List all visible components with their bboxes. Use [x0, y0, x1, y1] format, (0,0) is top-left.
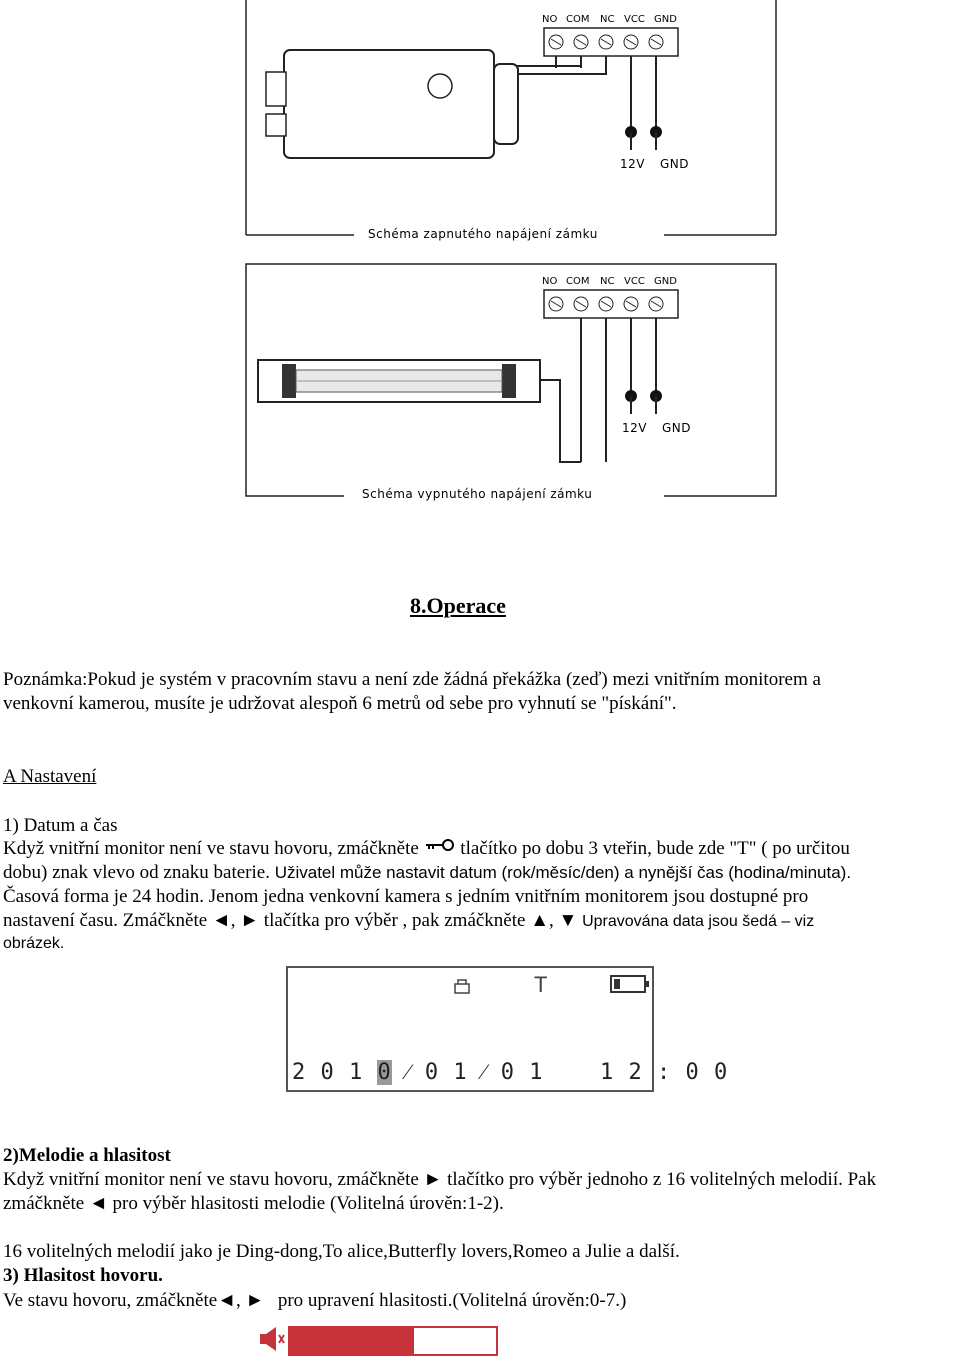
- electric-strike-lock: [266, 50, 518, 158]
- right-arrow-icon: ►: [245, 1290, 265, 1311]
- text-segment: ,: [549, 910, 554, 931]
- terminal-labels: [542, 276, 677, 287]
- lcd-time: 1 2 : 0 0: [600, 1060, 729, 1085]
- text-segment: Když vnitřní monitor není ve stavu hovoru, zmáčkněte: [3, 838, 419, 859]
- power-label-gnd: GND: [660, 157, 690, 171]
- note-line-1: Poznámka:Pokud je systém v pracovním stavu a není zde žádná překážka (zeď) mezi vnitřním monitorem a: [3, 669, 821, 690]
- diagram-caption: Schéma vypnutého napájení zámku: [362, 487, 593, 501]
- melody-text-1: [3, 1168, 876, 1192]
- left-arrow-icon: ◄: [217, 1290, 237, 1311]
- lcd-year-highlight: 0: [377, 1060, 392, 1085]
- power-label-12v: 12V: [622, 421, 647, 435]
- text-segment: pro upravení hlasitosti.(Volitelná úrověn:0-7.): [277, 1290, 627, 1311]
- text-segment: tlačítko pro výběr jednoho z 16 volitelných melodií. Pak: [447, 1169, 877, 1190]
- terminal-labels: [542, 14, 677, 25]
- terminal-label: COM: [566, 14, 590, 25]
- terminal-label: COM: [566, 276, 590, 287]
- text-segment: Upravována data jsou šedá – viz: [582, 913, 815, 930]
- section-title: 8.Operace: [410, 593, 506, 618]
- terminal-label: NC: [600, 14, 615, 25]
- melody-heading: 2)Melodie a hlasitost: [3, 1145, 171, 1166]
- terminal-label: GND: [654, 276, 677, 287]
- terminal-label: GND: [654, 14, 677, 25]
- datetime-text-1: [3, 837, 850, 861]
- call-volume-heading: 3) Hlasitost hovoru.: [3, 1265, 163, 1286]
- text-segment: Když vnitřní monitor není ve stavu hovoru, zmáčkněte: [3, 1169, 419, 1190]
- call-volume-text: [3, 1289, 626, 1313]
- battery-icon: [610, 974, 650, 994]
- datetime-text-3: Časová forma je 24 hodin. Jenom jedna venkovní kamera s jedním vnitřním monitorem jsou dostupné pro: [3, 886, 809, 907]
- melody-text-3: 16 volitelných melodií jako je Ding-dong,To alice,Butterfly lovers,Romeo a Julie a další.: [3, 1241, 680, 1262]
- datetime-text-5: obrázek.: [3, 935, 65, 952]
- lcd-year-prefix: 2 0 1: [292, 1060, 364, 1085]
- lcd-date-rest: ⁄ 0 1 ⁄ 0 1: [405, 1060, 544, 1085]
- lcd-screen: [286, 966, 729, 1092]
- diagram-caption: Schéma zapnutého napájení zámku: [368, 227, 598, 241]
- text-segment: pro výběr hlasitosti melodie (Volitelná úrověn:1-2).: [112, 1193, 504, 1214]
- right-arrow-icon: ►: [423, 1169, 443, 1190]
- terminal-label: VCC: [624, 276, 645, 287]
- terminal-label: NO: [542, 276, 558, 287]
- wiring-diagram-lock-power-off: [244, 262, 780, 504]
- left-arrow-icon: ◄: [88, 1193, 108, 1214]
- text-segment: dobu) znak vlevo od znaku baterie.: [3, 862, 270, 883]
- door-icon: [452, 976, 472, 996]
- datetime-text-4: [3, 909, 814, 934]
- down-arrow-icon: ▼: [558, 910, 578, 931]
- power-label-gnd: GND: [662, 421, 692, 435]
- call-volume-level-fill: [290, 1328, 414, 1354]
- melody-text-2: [3, 1192, 504, 1216]
- terminal-label: VCC: [624, 14, 645, 25]
- speaker-icon: [258, 1324, 286, 1354]
- lcd-date-time: [292, 1059, 728, 1085]
- text-segment: Uživatel může nastavit datum (rok/měsíc/den) a nynější čas (hodina/minuta).: [269, 863, 852, 882]
- right-arrow-icon: ►: [240, 910, 260, 931]
- key-icon: [424, 838, 456, 856]
- wiring-diagram-lock-power-on: [244, 0, 780, 250]
- terminal-label: NC: [600, 276, 615, 287]
- text-segment: Ve stavu hovoru, zmáčkněte: [3, 1290, 218, 1311]
- timer-t-indicator: T: [534, 972, 548, 997]
- terminal-label: NO: [542, 14, 558, 25]
- text-segment: ,: [230, 910, 236, 931]
- up-arrow-icon: ▲: [530, 910, 550, 931]
- call-volume-level-bar: [288, 1326, 498, 1356]
- datetime-text-2: [3, 861, 851, 885]
- text-segment: tlačítka pro výběr , pak zmáčkněte: [263, 910, 526, 931]
- note-line-2: venkovní kamerou, musíte je udržovat alespoň 6 metrů od sebe pro vyhnutí se "pískání".: [3, 693, 677, 714]
- text-segment: nastavení času. Zmáčkněte: [3, 910, 208, 931]
- power-label-12v: 12V: [620, 157, 645, 171]
- text-segment: zmáčkněte: [3, 1193, 85, 1214]
- left-arrow-icon: ◄: [211, 910, 231, 931]
- text-segment: ,: [236, 1290, 241, 1311]
- settings-heading: A Nastavení: [3, 766, 97, 787]
- datetime-heading: 1) Datum a čas: [3, 815, 118, 836]
- magnetic-lock: [258, 360, 540, 402]
- text-segment: tlačítko po dobu 3 vteřin, bude zde "T" ( po určitou: [460, 838, 850, 859]
